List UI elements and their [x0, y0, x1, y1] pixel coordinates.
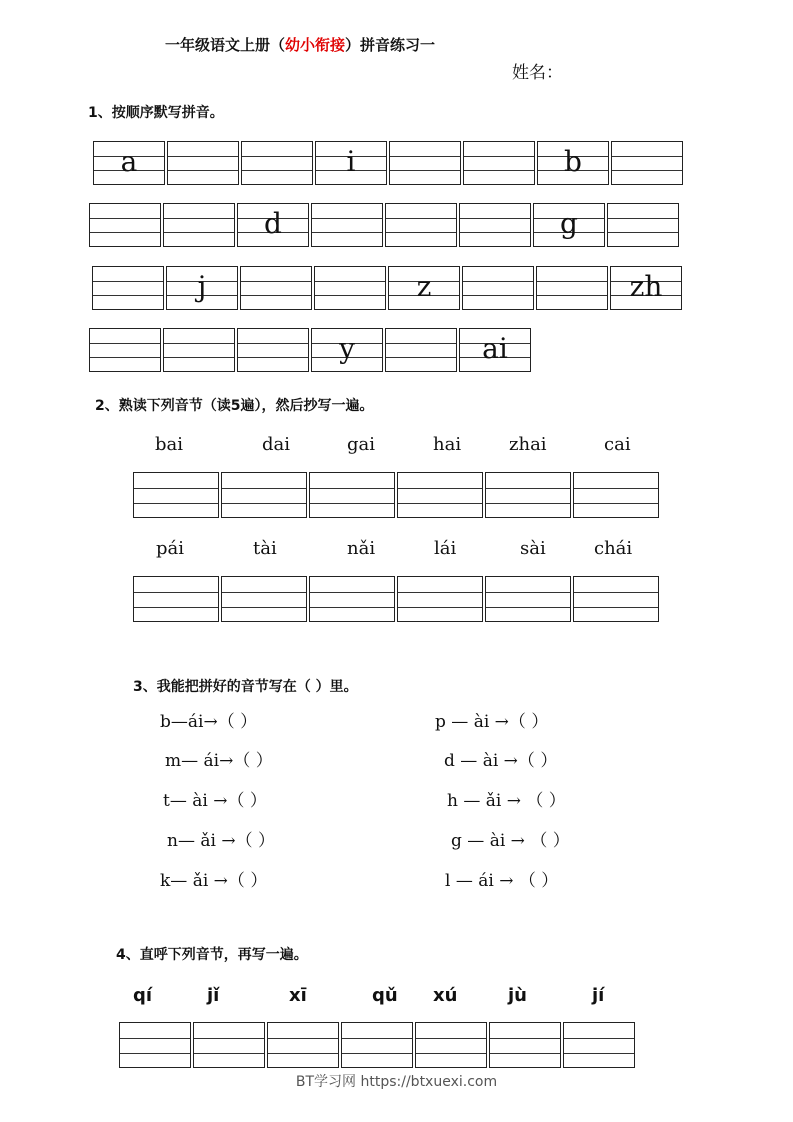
pinyin-cell[interactable]: [93, 141, 165, 185]
syllable: jí: [592, 985, 605, 1006]
pinyin-grid-row-4: [89, 328, 533, 372]
copy-grid-3: [119, 1022, 637, 1068]
pinyin-cell[interactable]: [463, 141, 535, 185]
writing-cell[interactable]: [221, 576, 307, 622]
pinyin-letter: y: [339, 332, 355, 365]
pinyin-cell[interactable]: [536, 266, 608, 310]
pinyin-cell[interactable]: [385, 328, 457, 372]
pinyin-cell[interactable]: [237, 203, 309, 247]
pinyin-cell[interactable]: [385, 203, 457, 247]
pinyin-cell[interactable]: [537, 141, 609, 185]
page-title: [165, 34, 435, 55]
pinyin-cell[interactable]: [389, 141, 461, 185]
pinyin-cell[interactable]: [315, 141, 387, 185]
title-part-1: 一年级语文上册（: [165, 36, 286, 54]
writing-cell[interactable]: [309, 576, 395, 622]
pinyin-cell[interactable]: [240, 266, 312, 310]
exercise-item: p — ài →（ ）: [435, 712, 549, 732]
syllable: qí: [133, 985, 153, 1006]
pinyin-cell[interactable]: [459, 203, 531, 247]
pinyin-cell[interactable]: [610, 266, 682, 310]
pinyin-letter: j: [197, 270, 207, 303]
section3-heading: 3、我能把拼好的音节写在（ ）里。: [133, 679, 358, 695]
syllable: chái: [594, 538, 633, 559]
pinyin-letter: d: [264, 207, 282, 240]
writing-cell[interactable]: [485, 576, 571, 622]
writing-cell[interactable]: [341, 1022, 413, 1068]
syllable: cai: [604, 434, 631, 455]
pinyin-grid-row-2: [89, 203, 681, 247]
writing-cell[interactable]: [573, 472, 659, 518]
syllable: jù: [508, 985, 527, 1006]
writing-cell[interactable]: [309, 472, 395, 518]
writing-cell[interactable]: [221, 472, 307, 518]
syllable: pái: [156, 538, 185, 559]
pinyin-letter: z: [416, 270, 432, 303]
pinyin-cell[interactable]: [311, 328, 383, 372]
syllable: zhai: [509, 434, 547, 455]
syllable: lái: [434, 538, 457, 559]
pinyin-grid-row-3: [92, 266, 684, 310]
pinyin-grid-row-1: [93, 141, 685, 185]
pinyin-cell[interactable]: [311, 203, 383, 247]
pinyin-cell[interactable]: [611, 141, 683, 185]
syllable: xī: [289, 985, 307, 1006]
section2-heading: 2、熟读下列音节（读5遍），然后抄写一遍。: [95, 398, 374, 414]
pinyin-letter: a: [120, 145, 138, 178]
section4-heading: 4、直呼下列音节，再写一遍。: [116, 947, 308, 963]
pinyin-cell[interactable]: [163, 203, 235, 247]
pinyin-cell[interactable]: [89, 328, 161, 372]
pinyin-cell[interactable]: [388, 266, 460, 310]
syllable: xú: [433, 985, 458, 1006]
writing-cell[interactable]: [489, 1022, 561, 1068]
pinyin-cell[interactable]: [459, 328, 531, 372]
footer-watermark: BT学习网 https://btxuexi.com: [295, 1074, 498, 1090]
writing-cell[interactable]: [415, 1022, 487, 1068]
pinyin-letter: ai: [482, 332, 508, 365]
exercise-item: b—ái→（ ）: [160, 712, 258, 732]
pinyin-cell[interactable]: [314, 266, 386, 310]
pinyin-letter: b: [564, 145, 582, 178]
syllable: tài: [253, 538, 277, 559]
writing-cell[interactable]: [133, 576, 219, 622]
copy-grid-1: [133, 472, 661, 518]
exercise-item: g — ài → （ ）: [451, 831, 570, 851]
pinyin-cell[interactable]: [607, 203, 679, 247]
writing-cell[interactable]: [397, 472, 483, 518]
pinyin-cell[interactable]: [241, 141, 313, 185]
syllable: nǎi: [347, 538, 376, 559]
writing-cell[interactable]: [573, 576, 659, 622]
title-highlight: 幼小衔接: [285, 36, 346, 54]
pinyin-cell[interactable]: [166, 266, 238, 310]
exercise-item: h — ǎi → （ ）: [447, 791, 566, 811]
exercise-item: t— ài →（ ）: [163, 791, 267, 811]
writing-cell[interactable]: [563, 1022, 635, 1068]
title-part-2: ）拼音练习一: [345, 36, 436, 54]
pinyin-letter: zh: [629, 270, 663, 303]
pinyin-letter: g: [560, 207, 578, 240]
pinyin-cell[interactable]: [92, 266, 164, 310]
exercise-item: m— ái→（ ）: [165, 751, 273, 771]
writing-cell[interactable]: [485, 472, 571, 518]
pinyin-letter: i: [346, 145, 356, 178]
name-label: 姓名：: [512, 63, 563, 83]
syllable: hai: [433, 434, 462, 455]
pinyin-cell[interactable]: [163, 328, 235, 372]
pinyin-cell[interactable]: [533, 203, 605, 247]
syllable: dai: [262, 434, 291, 455]
copy-grid-2: [133, 576, 661, 622]
pinyin-cell[interactable]: [462, 266, 534, 310]
syllable: qǔ: [372, 985, 398, 1006]
exercise-item: d — ài →（ ）: [444, 751, 558, 771]
pinyin-cell[interactable]: [237, 328, 309, 372]
syllable: gai: [347, 434, 376, 455]
syllable: bai: [155, 434, 184, 455]
writing-cell[interactable]: [397, 576, 483, 622]
pinyin-cell[interactable]: [167, 141, 239, 185]
writing-cell[interactable]: [133, 472, 219, 518]
writing-cell[interactable]: [267, 1022, 339, 1068]
exercise-item: k— ǎi →（ ）: [160, 871, 268, 891]
exercise-item: n— ǎi →（ ）: [167, 831, 275, 851]
pinyin-cell[interactable]: [89, 203, 161, 247]
writing-cell[interactable]: [193, 1022, 265, 1068]
section1-heading: 1、按顺序默写拼音。: [88, 105, 224, 121]
writing-cell[interactable]: [119, 1022, 191, 1068]
syllable: jǐ: [207, 985, 220, 1006]
exercise-item: l — ái → （ ）: [445, 871, 559, 891]
syllable: sài: [520, 538, 546, 559]
